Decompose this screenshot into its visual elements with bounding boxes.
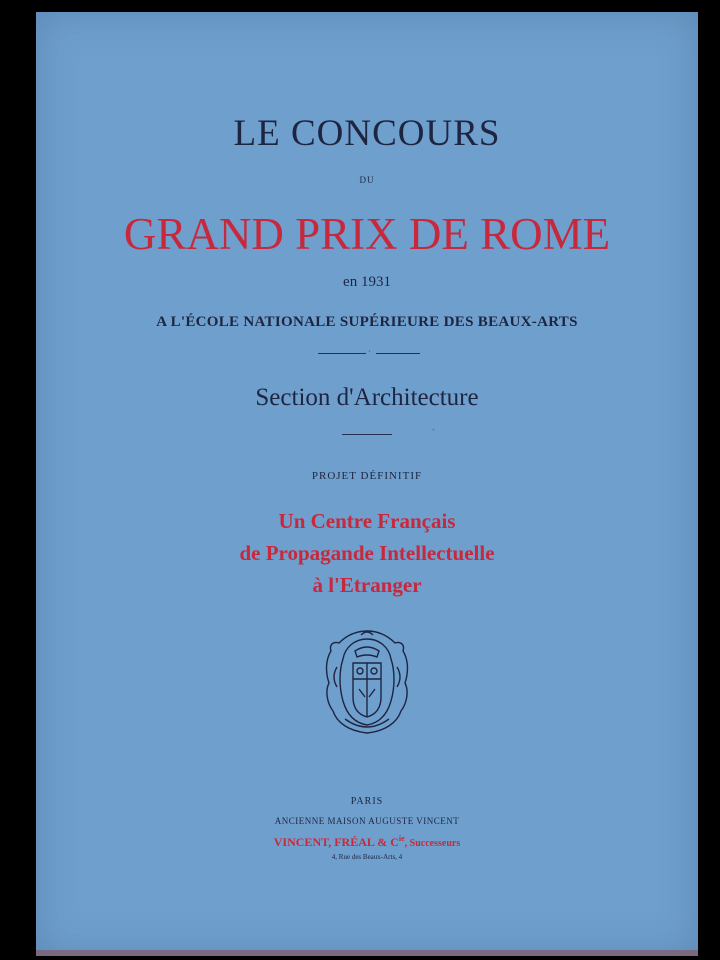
- publisher-suffix: , Successeurs: [404, 838, 461, 849]
- publisher-line: [36, 834, 698, 850]
- coat-of-arms-seal-icon: [325, 627, 409, 737]
- main-title: GRAND PRIX DE ROME: [123, 209, 611, 259]
- school-line: A L'ÉCOLE NATIONALE SUPÉRIEURE DES BEAUX-ARTS: [156, 314, 578, 330]
- divider-2-ornament: ˋ: [432, 428, 435, 437]
- divider-right: [376, 353, 420, 354]
- heading-le-concours: LE CONCOURS: [233, 113, 501, 154]
- divider-left: [318, 353, 366, 354]
- subject-block: [36, 505, 698, 601]
- projet-label: PROJET DÉFINITIF: [311, 470, 423, 482]
- subject-line: à l'Etranger: [312, 573, 422, 597]
- subject-line: de Propagande Intellectuelle: [239, 541, 495, 565]
- maison-line: ANCIENNE MAISON AUGUSTE VINCENT: [274, 816, 460, 826]
- section-title: Section d'Architecture: [255, 384, 479, 411]
- city-line: PARIS: [350, 796, 384, 807]
- address-line: 4, Rue des Beaux-Arts, 4: [331, 853, 403, 861]
- heading-du: DU: [359, 175, 375, 185]
- book-cover: [36, 12, 698, 956]
- divider-ornament: ·: [368, 347, 371, 356]
- publisher-name: VINCENT, FRÉAL & C: [273, 835, 399, 849]
- subject-line: Un Centre Français: [278, 509, 456, 533]
- divider-2: [342, 434, 392, 435]
- year-line: en 1931: [343, 274, 391, 290]
- publisher-superscript: ie: [398, 834, 405, 843]
